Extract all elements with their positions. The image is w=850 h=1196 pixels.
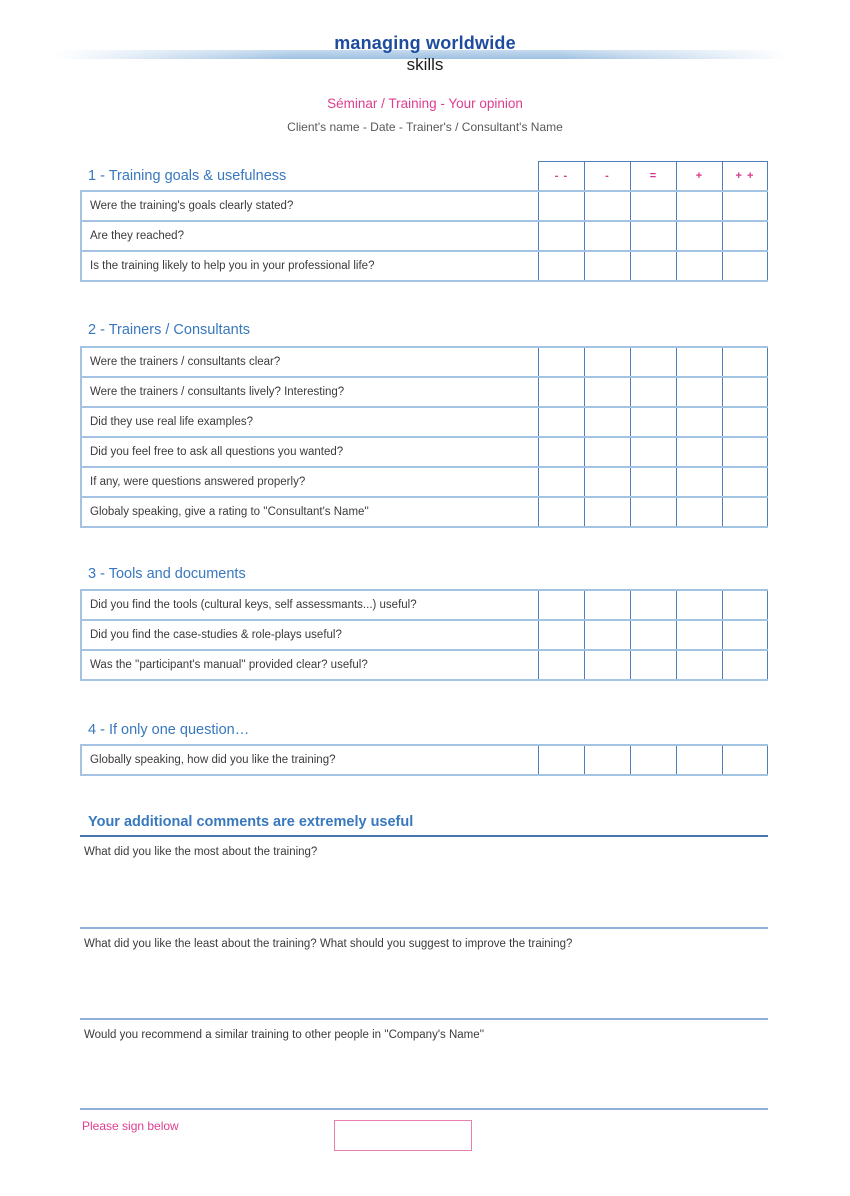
rating-scale-label-0: - -: [538, 161, 584, 190]
question-text: Were the trainers / consultants clear?: [90, 356, 281, 368]
rating-cell[interactable]: [584, 468, 630, 496]
question-text: Was the ''participant's manual'' provided clear? useful?: [90, 659, 368, 671]
rating-cell[interactable]: [584, 222, 630, 250]
rating-cell[interactable]: [676, 438, 722, 466]
rating-cell[interactable]: [630, 468, 676, 496]
question-text: Did you feel free to ask all questions you wanted?: [90, 446, 344, 458]
rating-cell[interactable]: [538, 651, 584, 679]
document-title: Séminar / Training - Your opinion: [327, 96, 523, 111]
rating-cell[interactable]: [722, 498, 768, 526]
rating-cells: [538, 252, 768, 280]
rating-cell[interactable]: [630, 591, 676, 619]
rating-scale-header: [538, 161, 768, 190]
rating-cell[interactable]: [630, 438, 676, 466]
table-row: [80, 222, 768, 252]
rating-cells: [538, 378, 768, 406]
rating-cell[interactable]: [630, 621, 676, 649]
rating-cell[interactable]: [630, 378, 676, 406]
rating-cell[interactable]: [722, 468, 768, 496]
question-text: Is the training likely to help you in your professional life?: [90, 260, 375, 272]
rating-cell[interactable]: [584, 621, 630, 649]
signature-box[interactable]: [334, 1120, 472, 1151]
rating-cell[interactable]: [722, 621, 768, 649]
question-text: Were the training's goals clearly stated?: [90, 200, 294, 212]
comment-question: What did you like the least about the training? What should you suggest to improve the training?: [84, 938, 573, 950]
rating-cell[interactable]: [676, 222, 722, 250]
rating-cell[interactable]: [722, 348, 768, 376]
rating-cell[interactable]: [538, 192, 584, 220]
question-text: Globaly speaking, give a rating to ''Consultant's Name'': [90, 506, 369, 518]
rating-cell[interactable]: [538, 408, 584, 436]
table-row: [82, 468, 768, 498]
rating-scale-label-4: + +: [722, 161, 768, 190]
rating-cells: [538, 468, 768, 496]
section-3-table: [80, 589, 768, 681]
rating-cell[interactable]: [630, 746, 676, 774]
rating-cell[interactable]: [676, 348, 722, 376]
comment-write-area[interactable]: [80, 858, 768, 927]
section-4-title: 4 - If only one question…: [88, 722, 250, 738]
comment-block: [80, 837, 768, 929]
rating-cell[interactable]: [676, 378, 722, 406]
rating-cells: [538, 348, 768, 376]
rating-cell[interactable]: [676, 408, 722, 436]
rating-scale-label-1: -: [584, 161, 630, 190]
rating-cell[interactable]: [630, 498, 676, 526]
rating-cells: [538, 651, 768, 679]
table-row: [82, 348, 768, 378]
question-text: Did you find the case-studies & role-plays useful?: [90, 629, 342, 641]
comment-block: [80, 1020, 768, 1110]
rating-cell[interactable]: [630, 222, 676, 250]
form-content: [80, 161, 768, 1164]
signature-row: [80, 1119, 768, 1164]
rating-cell[interactable]: [538, 438, 584, 466]
section-2-title: 2 - Trainers / Consultants: [88, 322, 250, 338]
rating-cell[interactable]: [676, 252, 722, 280]
rating-cell[interactable]: [584, 498, 630, 526]
question-text: If any, were questions answered properly?: [90, 476, 306, 488]
rating-scale-label-3: +: [676, 161, 722, 190]
rating-cells: [538, 408, 768, 436]
signature-label: Please sign below: [82, 1119, 179, 1133]
rating-cell[interactable]: [676, 468, 722, 496]
rating-cell[interactable]: [584, 252, 630, 280]
table-row: [82, 651, 768, 681]
question-text: Are they reached?: [90, 230, 184, 242]
table-row: [82, 438, 768, 468]
rating-cell[interactable]: [630, 348, 676, 376]
comment-question: What did you like the most about the training?: [84, 846, 318, 858]
rating-cell[interactable]: [722, 222, 768, 250]
rating-cells: [538, 621, 768, 649]
rating-cell[interactable]: [538, 468, 584, 496]
rating-cell[interactable]: [538, 746, 584, 774]
rating-cells: [538, 746, 768, 774]
table-row: [82, 621, 768, 651]
comment-write-area[interactable]: [80, 950, 768, 1018]
rating-cell[interactable]: [676, 591, 722, 619]
rating-cells: [538, 192, 768, 220]
rating-cell[interactable]: [584, 591, 630, 619]
rating-cell[interactable]: [722, 192, 768, 220]
table-row: [80, 192, 768, 222]
rating-cell[interactable]: [584, 348, 630, 376]
rating-cell[interactable]: [538, 621, 584, 649]
rating-cells: [538, 222, 768, 250]
rating-cell[interactable]: [676, 192, 722, 220]
brand-title: managing worldwide: [334, 33, 516, 53]
rating-cell[interactable]: [584, 378, 630, 406]
rating-cell[interactable]: [584, 192, 630, 220]
comment-question: Would you recommend a similar training to other people in ''Company's Name'': [84, 1029, 485, 1041]
table-row: [82, 378, 768, 408]
rating-cell[interactable]: [584, 408, 630, 436]
brand-subtitle: skills: [406, 55, 444, 74]
comments-heading: Your additional comments are extremely useful: [80, 814, 768, 837]
rating-cell[interactable]: [722, 408, 768, 436]
section-1-table: [80, 161, 768, 282]
rating-cell[interactable]: [538, 591, 584, 619]
document-subtitle: Client's name - Date - Trainer's / Consultant's Name: [287, 120, 563, 134]
rating-cell[interactable]: [722, 378, 768, 406]
rating-cell[interactable]: [538, 378, 584, 406]
table-row: [82, 746, 768, 776]
rating-cells: [538, 498, 768, 526]
section-1-title: 1 - Training goals & usefulness: [88, 167, 287, 184]
rating-cell[interactable]: [722, 252, 768, 280]
section-2-table: [80, 346, 768, 528]
table-row: [82, 498, 768, 528]
comment-block: [80, 929, 768, 1020]
rating-cell[interactable]: [538, 222, 584, 250]
table-row: [82, 408, 768, 438]
section-1-header-row: [80, 161, 768, 192]
section-4-table: [80, 744, 768, 776]
rating-cell[interactable]: [538, 252, 584, 280]
table-row: [80, 252, 768, 282]
rating-cell[interactable]: [630, 252, 676, 280]
rating-cell[interactable]: [676, 746, 722, 774]
question-text: Were the trainers / consultants lively? Interesting?: [90, 386, 345, 398]
section-3-title: 3 - Tools and documents: [88, 566, 246, 582]
rating-cell[interactable]: [584, 438, 630, 466]
rating-cell[interactable]: [722, 591, 768, 619]
rating-cell[interactable]: [676, 621, 722, 649]
question-text: Did they use real life examples?: [90, 416, 253, 428]
rating-cells: [538, 438, 768, 466]
rating-cell[interactable]: [722, 651, 768, 679]
rating-cell[interactable]: [538, 348, 584, 376]
question-text: Did you find the tools (cultural keys, self assessmants...) useful?: [90, 599, 417, 611]
rating-cell[interactable]: [722, 438, 768, 466]
rating-cells: [538, 591, 768, 619]
rating-cell[interactable]: [722, 746, 768, 774]
rating-scale-label-2: =: [630, 161, 676, 190]
rating-cell[interactable]: [630, 651, 676, 679]
question-text: Globally speaking, how did you like the training?: [90, 754, 336, 766]
rating-cell[interactable]: [630, 408, 676, 436]
rating-cell[interactable]: [676, 651, 722, 679]
table-row: [82, 591, 768, 621]
rating-cell[interactable]: [538, 498, 584, 526]
rating-cell[interactable]: [676, 498, 722, 526]
comment-write-area[interactable]: [80, 1041, 768, 1108]
rating-cell[interactable]: [584, 746, 630, 774]
rating-cell[interactable]: [630, 192, 676, 220]
rating-cell[interactable]: [584, 651, 630, 679]
page-header: [0, 0, 850, 78]
